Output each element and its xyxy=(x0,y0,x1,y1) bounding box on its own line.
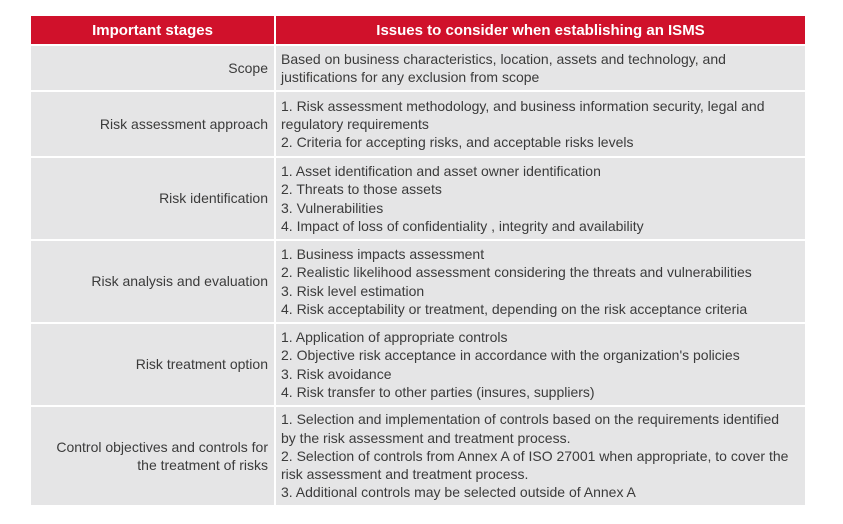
table-row xyxy=(31,46,805,92)
stage-cell xyxy=(31,407,276,505)
table-row xyxy=(31,324,805,407)
issues-cell xyxy=(276,324,805,407)
table-row xyxy=(31,158,805,241)
header-important-stages: Important stages xyxy=(31,16,276,46)
issue-line: 1. Selection and implementation of controls based on the requirements identified by the risk assessment and treatment process. xyxy=(281,411,780,446)
table-row xyxy=(31,241,805,324)
table-row xyxy=(31,407,805,505)
stage-label: Risk identification xyxy=(159,190,268,207)
issue-line: 4. Impact of loss of confidentiality , integrity and availability xyxy=(281,217,644,234)
issue-line: 1. Risk assessment methodology, and business information security, legal and regulatory requirements xyxy=(281,97,765,132)
issues-cell xyxy=(276,46,805,92)
table-header-row xyxy=(31,16,805,46)
issues-cell xyxy=(276,241,805,324)
stage-cell xyxy=(31,46,276,92)
issue-line: 1. Business impacts assessment xyxy=(281,245,485,262)
stage-label: Risk analysis and evaluation xyxy=(91,273,268,290)
issue-line: Based on business characteristics, location, assets and technology, and justifications for any exclusion from scope xyxy=(281,50,726,85)
issue-line: 3. Vulnerabilities xyxy=(281,199,384,216)
stage-label: Control objectives and controls for the treatment of risks xyxy=(56,438,268,473)
issue-line: 3. Risk avoidance xyxy=(281,365,392,382)
stage-label: Scope xyxy=(228,59,268,76)
stage-label: Risk treatment option xyxy=(135,356,268,373)
issues-cell xyxy=(276,158,805,241)
isms-stages-table xyxy=(31,16,805,505)
issue-line: 2. Threats to those assets xyxy=(281,181,442,198)
issue-line: 4. Risk acceptability or treatment, depending on the risk acceptance criteria xyxy=(281,300,748,317)
issues-cell xyxy=(276,92,805,158)
issue-line: 1. Asset identification and asset owner identification xyxy=(281,162,601,179)
issue-line: 2. Selection of controls from Annex A of ISO 27001 when appropriate, to cover the risk assessment and treatment process. xyxy=(281,447,789,483)
issues-cell xyxy=(276,407,805,505)
issue-line: 2. Objective risk acceptance in accordance with the organization's policies xyxy=(281,347,740,364)
issue-line: 2. Realistic likelihood assessment considering the threats and vulnerabilities xyxy=(281,264,752,281)
stage-cell xyxy=(31,158,276,241)
stage-cell xyxy=(31,241,276,324)
stage-cell xyxy=(31,92,276,158)
stage-label: Risk assessment approach xyxy=(99,115,268,132)
issue-line: 3. Risk level estimation xyxy=(281,282,425,299)
table-row xyxy=(31,92,805,158)
issue-line: 3. Additional controls may be selected outside of Annex A xyxy=(281,484,636,501)
issue-line: 2. Criteria for accepting risks, and acceptable risks levels xyxy=(281,134,634,151)
issue-line: 1. Application of appropriate controls xyxy=(281,328,508,345)
header-issues: Issues to consider when establishing an ISMS xyxy=(276,16,805,46)
issue-line: 4. Risk transfer to other parties (insures, suppliers) xyxy=(281,383,595,400)
stage-cell xyxy=(31,324,276,407)
